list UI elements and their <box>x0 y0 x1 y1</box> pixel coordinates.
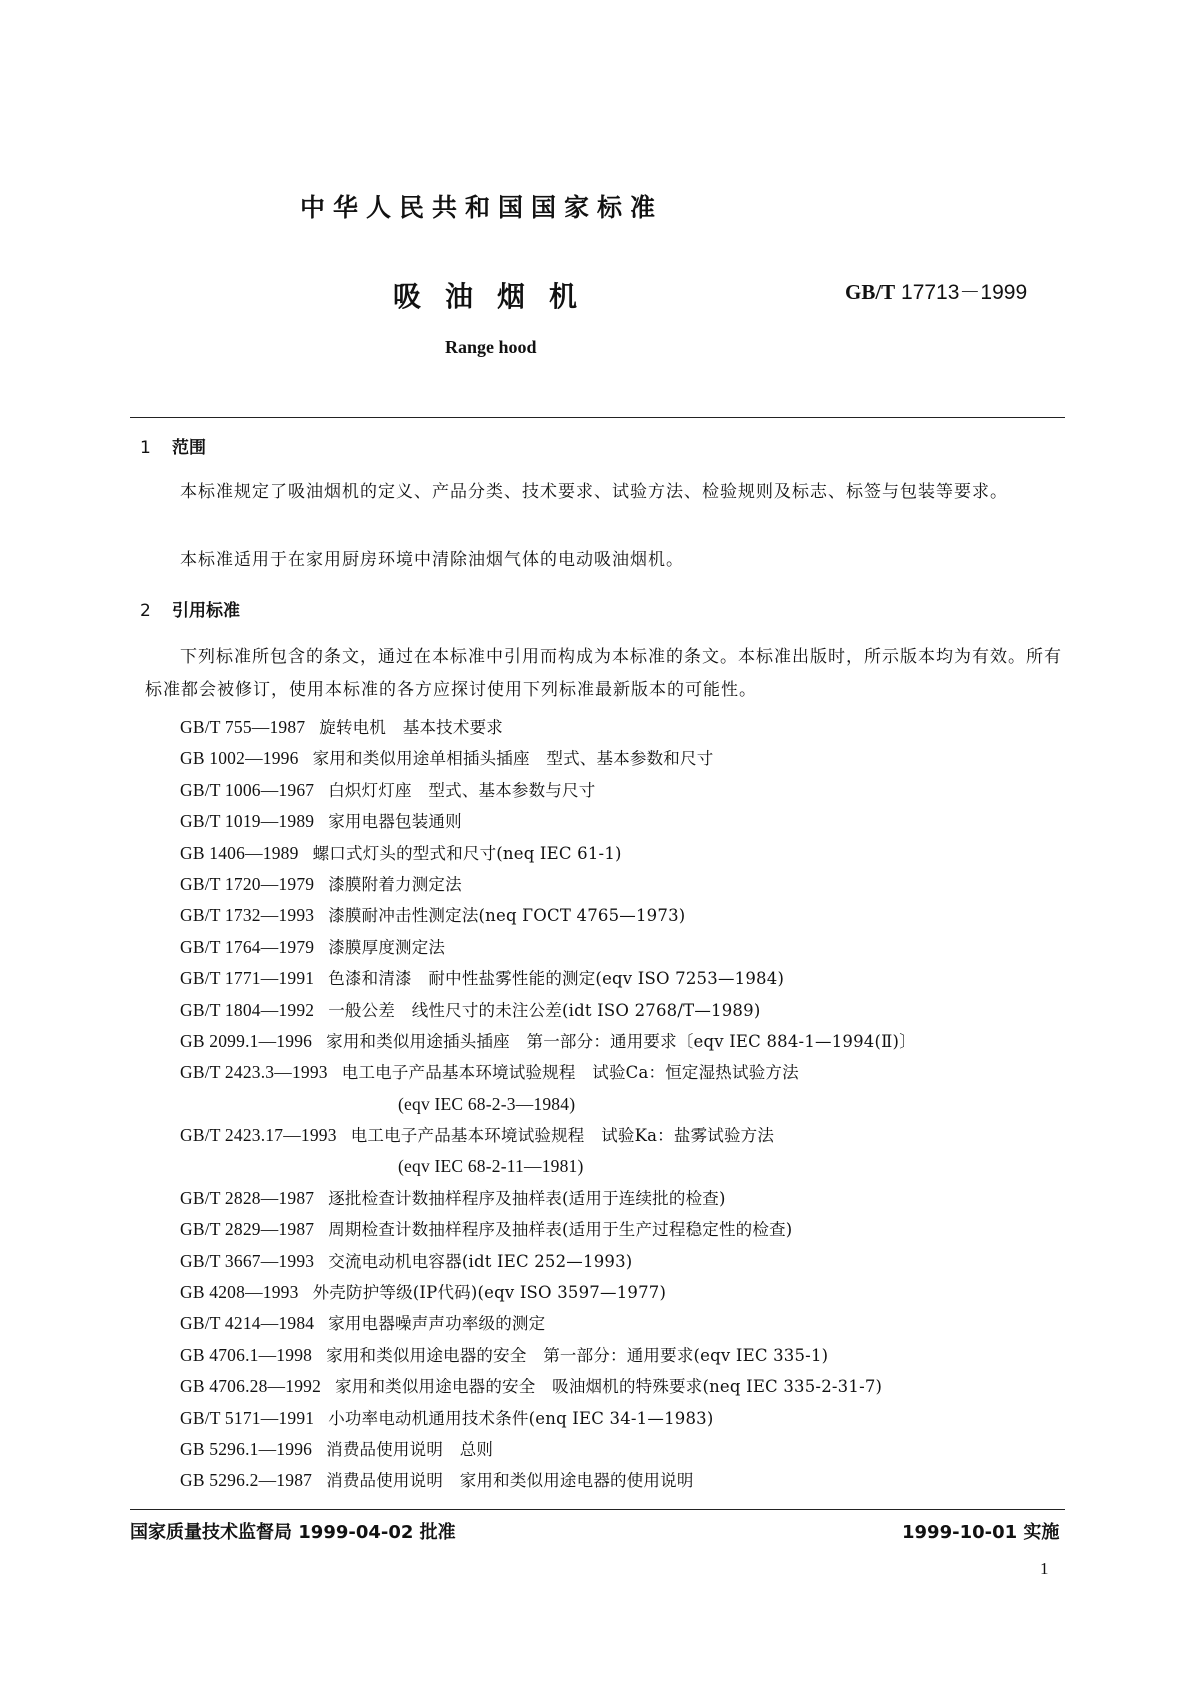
reference-item: GB/T 2829—1987 周期检查计数抽样程序及抽样表(适用于生产过程稳定性的检查) <box>180 1219 793 1240</box>
section-1-paragraph-2: 本标准适用于在家用厨房环境中清除油烟气体的电动吸油烟机。 <box>180 550 684 570</box>
section-1-number: 1 <box>140 438 151 458</box>
reference-item: GB 4706.28—1992 家用和类似用途电器的安全 吸油烟机的特殊要求(neq IEC 335-2-31-7) <box>180 1376 883 1397</box>
reference-list <box>180 712 1080 1497</box>
reference-item: GB/T 1771—1991 色漆和清漆 耐中性盐雾性能的测定(eqv ISO 7253—1984) <box>180 968 785 989</box>
section-2-number: 2 <box>140 601 151 621</box>
section-1-paragraph-1: 本标准规定了吸油烟机的定义、产品分类、技术要求、试验方法、检验规则及标志、标签与包装等要求。 <box>180 482 1008 502</box>
reference-item: GB/T 4214—1984 家用电器噪声声功率级的测定 <box>180 1313 546 1334</box>
reference-item: GB 1406—1989 螺口式灯头的型式和尺寸(neq IEC 61-1) <box>180 842 622 863</box>
header-divider <box>130 417 1065 418</box>
section-2-title: 引用标准 <box>172 601 240 621</box>
section-2-paragraph-1: 下列标准所包含的条文，通过在本标准中引用而构成为本标准的条文。本标准出版时，所示版本均为有效。所有标准都会被修订，使用本标准的各方应探讨使用下列标准最新版本的可能性。 <box>145 647 1062 700</box>
reference-item: GB 2099.1—1996 家用和类似用途插头插座 第一部分：通用要求〔eqv IEC 884-1—1994(Ⅱ)〕 <box>180 1030 916 1051</box>
reference-item: GB 5296.2—1987 消费品使用说明 家用和类似用途电器的使用说明 <box>180 1470 694 1491</box>
standard-prefix: GB/T <box>845 280 896 304</box>
national-standard-heading: 中华人民共和国国家标准 <box>300 193 664 222</box>
section-2-heading <box>140 596 240 621</box>
implementation-date: 1999-10-01 实施 <box>902 1522 1060 1543</box>
english-title: Range hood <box>445 337 537 357</box>
reference-item: GB 5296.1—1996 消费品使用说明 总则 <box>180 1438 494 1459</box>
reference-item: GB 1002—1996 家用和类似用途单相插头插座 型式、基本参数和尺寸 <box>180 748 714 769</box>
footer-divider <box>130 1509 1065 1510</box>
reference-item: GB/T 755—1987 旋转电机 基本技术要求 <box>180 717 503 737</box>
reference-item: GB/T 1019—1989 家用电器包装通则 <box>180 811 462 832</box>
reference-item: GB/T 5171—1991 小功率电动机通用技术条件(enq IEC 34-1—1983) <box>180 1407 714 1428</box>
reference-item: GB/T 2423.3—1993 电工电子产品基本环境试验规程 试验Ca：恒定湿热试验方法 <box>180 1062 799 1083</box>
section-1-heading <box>140 433 206 458</box>
reference-item-continuation: (eqv IEC 68-2-3—1984) <box>398 1093 576 1114</box>
document-title: 吸油烟机 <box>393 280 602 313</box>
reference-item: GB/T 1732—1993 漆膜耐冲击性测定法(neq ГОСТ 4765—1973) <box>180 905 686 926</box>
section-1-title: 范围 <box>172 438 206 458</box>
standard-number <box>845 276 1027 306</box>
reference-item: GB/T 1006—1967 白炽灯灯座 型式、基本参数与尺寸 <box>180 779 596 800</box>
page-number: 1 <box>1040 1559 1049 1578</box>
reference-item: GB/T 2828—1987 逐批检查计数抽样程序及抽样表(适用于连续批的检查) <box>180 1187 726 1208</box>
reference-item: GB 4706.1—1998 家用和类似用途电器的安全 第一部分：通用要求(eqv IEC 335-1) <box>180 1344 829 1365</box>
reference-item: GB/T 3667—1993 交流电动机电容器(idt IEC 252—1993) <box>180 1250 633 1271</box>
reference-item: GB 4208—1993 外壳防护等级(IP代码)(eqv ISO 3597—1977) <box>180 1282 667 1303</box>
reference-item: GB/T 1720—1979 漆膜附着力测定法 <box>180 873 462 894</box>
reference-item: GB/T 2423.17—1993 电工电子产品基本环境试验规程 试验Ka：盐雾试验方法 <box>180 1125 775 1146</box>
reference-item: GB/T 1804—1992 一般公差 线性尺寸的未注公差(idt ISO 2768/T—1989) <box>180 999 761 1020</box>
standard-code: 17713－1999 <box>895 281 1028 304</box>
reference-item: GB/T 1764—1979 漆膜厚度测定法 <box>180 936 446 957</box>
approval-line: 国家质量技术监督局 1999-04-02 批准 <box>130 1522 456 1543</box>
reference-item-continuation: (eqv IEC 68-2-11—1981) <box>398 1156 584 1177</box>
